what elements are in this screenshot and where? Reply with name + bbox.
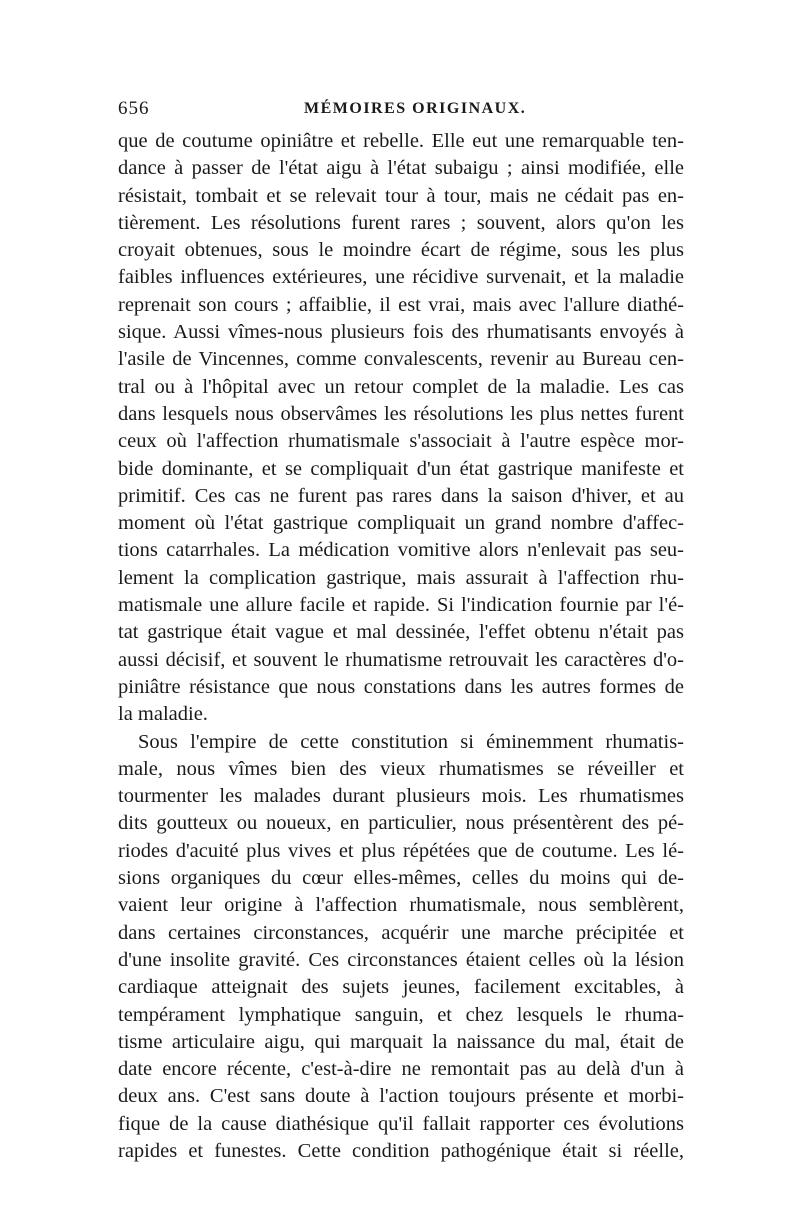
text-line: fique de la cause diathésique qu'il fallait rapporter ces évolutions xyxy=(118,1112,684,1135)
text-line: date encore récente, c'est-à-dire ne remontait pas au delà d'un à xyxy=(118,1058,684,1081)
paragraph-1 xyxy=(118,128,684,729)
text-line: primitif. Ces cas ne furent pas rares dans la saison d'hiver, et au xyxy=(118,484,684,507)
text-line: male, nous vîmes bien des vieux rhumatismes se réveiller et xyxy=(118,757,684,780)
text-line: bide dominante, et se compliquait d'un état gastrique manifeste et xyxy=(118,457,684,480)
text-line: dans lesquels nous observâmes les résolutions les plus nettes furent xyxy=(118,402,684,425)
text-line: tat gastrique était vague et mal dessinée, l'effet obtenu n'était pas xyxy=(118,621,684,644)
text-line: sique. Aussi vîmes-nous plusieurs fois des rhumatisants envoyés à xyxy=(118,321,684,344)
text-line: la maladie. xyxy=(118,703,208,726)
text-line: d'une insolite gravité. Ces circonstances étaient celles où la lésion xyxy=(118,948,684,971)
text-line: reprenait son cours ; affaiblie, il est vrai, mais avec l'allure diathé- xyxy=(118,293,684,316)
text-line: matismale une allure facile et rapide. Si l'indication fournie par l'é- xyxy=(118,594,684,617)
text-line: riodes d'acuité plus vives et plus répétées que de coutume. Les lé- xyxy=(118,839,684,862)
text-line: Sous l'empire de cette constitution si éminemment rhumatis- xyxy=(138,730,684,753)
text-line: piniâtre résistance que nous constations dans les autres formes de xyxy=(118,675,684,698)
text-line: tisme articulaire aigu, qui marquait la naissance du mal, était de xyxy=(118,1030,684,1053)
page-header xyxy=(118,98,684,128)
paragraph-2 xyxy=(118,729,684,1166)
body-text xyxy=(118,128,684,1165)
text-line: dits goutteux ou noueux, en particulier, nous présentèrent des pé- xyxy=(118,812,684,835)
text-line: deux ans. C'est sans doute à l'action toujours présente et morbi- xyxy=(118,1085,684,1108)
text-line: rapides et funestes. Cette condition pathogénique était si réelle, xyxy=(118,1139,684,1162)
text-line: cardiaque atteignait des sujets jeunes, facilement excitables, à xyxy=(118,976,684,999)
text-line: tral ou à l'hôpital avec un retour complet de la maladie. Les cas xyxy=(118,375,684,398)
text-line: lement la complication gastrique, mais assurait à l'affection rhu- xyxy=(118,566,684,589)
text-line: dance à passer de l'état aigu à l'état subaigu ; ainsi modifiée, elle xyxy=(118,157,684,180)
text-line: tempérament lymphatique sanguin, et chez lesquels le rhuma- xyxy=(118,1003,684,1026)
text-line: tièrement. Les résolutions furent rares ; souvent, alors qu'on les xyxy=(118,211,684,234)
running-head: MÉMOIRES ORIGINAUX. xyxy=(304,100,527,117)
text-line: tourmenter les malades durant plusieurs mois. Les rhumatismes xyxy=(118,785,684,808)
text-line: croyait obtenues, sous le moindre écart de régime, sous les plus xyxy=(118,239,684,262)
text-line: dans certaines circonstances, acquérir une marche précipitée et xyxy=(118,921,684,944)
page-number: 656 xyxy=(118,98,150,119)
text-line: l'asile de Vincennes, comme convalescents, revenir au Bureau cen- xyxy=(118,348,684,371)
text-line: ceux où l'affection rhumatismale s'associait à l'autre espèce mor- xyxy=(118,430,684,453)
text-line: résistait, tombait et se relevait tour à tour, mais ne cédait pas en- xyxy=(118,184,684,207)
text-line: moment où l'état gastrique compliquait un grand nombre d'affec- xyxy=(118,512,684,535)
text-line: tions catarrhales. La médication vomitive alors n'enlevait pas seu- xyxy=(118,539,684,562)
text-line: sions organiques du cœur elles-mêmes, celles du moins qui de- xyxy=(118,867,684,890)
text-line: que de coutume opiniâtre et rebelle. Elle eut une remarquable ten- xyxy=(118,130,684,152)
text-line: vaient leur origine à l'affection rhumatismale, nous semblèrent, xyxy=(118,894,684,917)
text-line: faibles influences extérieures, une récidive survenait, et la maladie xyxy=(118,266,684,289)
text-line: aussi décisif, et souvent le rhumatisme retrouvait les caractères d'o- xyxy=(118,648,684,671)
